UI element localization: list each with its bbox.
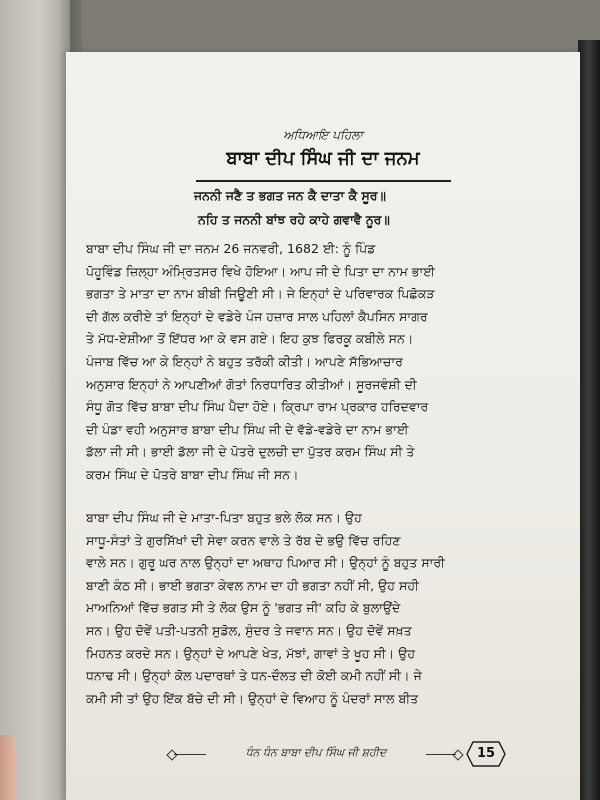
text-line: ਪੋਹੂਵਿੰਡ ਜ਼ਿਲ੍ਹਾ ਅੰਮ੍ਰਿਤਸਰ ਵਿਖੇ ਹੋਇਆ। ਆਪ ਜੀ ਦੇ ਪਿਤਾ ਦਾ ਨਾਮ ਭਾਈ [86, 263, 435, 279]
verse-line-2: ਨਹਿ ਤ ਜਨਨੀ ਬਾਂਝ ਰਹੇ ਕਾਹੇ ਗਵਾਵੈ ਨੂਰ॥ [198, 212, 390, 227]
footer-rule-left [174, 754, 206, 755]
text-line: ਸੰਧੂ ਗੋਤ ਵਿੱਚ ਬਾਬਾ ਦੀਪ ਸਿੰਘ ਪੈਦਾ ਹੋਏ। ਕ੍ਰਿਪਾ ਰਾਮ ਪ੍ਰਕਾਰ ਹਰਿਦਵਾਰ [86, 399, 429, 415]
text-line: ਮਾਅਨਿਆਂ ਵਿੱਚ ਭਗਤ ਸੀ ਤੇ ਲੋਕ ਉਸ ਨੂੰ 'ਭਗਤ ਜੀ' ਕਹਿ ਕੇ ਬੁਲਾਉਂਦੇ [86, 600, 401, 616]
text-line: ਬਾਬਾ ਦੀਪ ਸਿੰਘ ਜੀ ਦੇ ਮਾਤਾ-ਪਿਤਾ ਬਹੁਤ ਭਲੇ ਲੋਕ ਸਨ। ਉਹ [86, 510, 362, 525]
text-line: ਮਿਹਨਤ ਕਰਦੇ ਸਨ। ਉਨ੍ਹਾਂ ਦੇ ਆਪਣੇ ਖੇਤ, ਮੱਝਾਂ, ਗਾਵਾਂ ਤੇ ਖੂਹ ਸੀ। ਉਹ [86, 645, 416, 661]
page-number: 15 [476, 746, 496, 761]
text-line: ਬਾਬਾ ਦੀਪ ਸਿੰਘ ਜੀ ਦਾ ਜਨਮ 26 ਜਨਵਰੀ, 1682 ਈ: ਨੂੰ ਪਿੰਡ [86, 241, 376, 256]
paragraph-2 [86, 507, 562, 710]
book-page [66, 52, 580, 800]
running-footer-title: ਧੰਨ ਧੰਨ ਬਾਬਾ ਦੀਪ ਸਿੰਘ ਜੀ ਸ਼ਹੀਦ [245, 746, 387, 759]
text-line: ਭਗਤਾ ਤੇ ਮਾਤਾ ਦਾ ਨਾਮ ਬੀਬੀ ਜਿਊਣੀ ਸੀ। ਜੇ ਇਨ੍ਹਾਂ ਦੇ ਪਰਿਵਾਰਕ ਪਿਛੋਕੜ [86, 286, 435, 302]
chapter-title: ਬਾਬਾ ਦੀਪ ਸਿੰਘ ਜੀ ਦਾ ਜਨਮ [226, 148, 420, 169]
text-line: ਤੇ ਮੱਧ-ਏਸ਼ੀਆ ਤੋਂ ਇੱਧਰ ਆ ਕੇ ਵਸ ਗਏ। ਇਹ ਕੁਝ ਫਿਰਕੂ ਕਬੀਲੇ ਸਨ। [86, 331, 414, 347]
text-line: ਦੀ ਪੰਡਾ ਵਹੀ ਅਨੁਸਾਰ ਬਾਬਾ ਦੀਪ ਸਿੰਘ ਜੀ ਦੇ ਵੱਡੇ-ਵਡੇਰੇ ਦਾ ਨਾਮ ਭਾਈ [86, 421, 409, 437]
thumb [0, 735, 16, 800]
text-line: ਡੱਲਾ ਜੀ ਸੀ। ਭਾਈ ਡੱਲਾ ਜੀ ਦੇ ਪੋਤਰੇ ਦੁਲਚੀ ਦਾ ਪੁੱਤਰ ਕਰਮ ਸਿੰਘ ਸੀ ਤੇ [86, 444, 415, 460]
text-line: ਸਾਧੂ-ਸੰਤਾਂ ਤੇ ਗੁਰਸਿੱਖਾਂ ਦੀ ਸੇਵਾ ਕਰਨ ਵਾਲੇ ਤੇ ਰੱਬ ਦੇ ਭਉ ਵਿੱਚ ਰਹਿਣ [86, 532, 401, 548]
text-line: ਅਨੁਸਾਰ ਇਨ੍ਹਾਂ ਨੇ ਆਪਣੀਆਂ ਗੋਤਾਂ ਨਿਰਧਾਰਿਤ ਕੀਤੀਆਂ। ਸੂਰਜਵੰਸ਼ੀ ਦੀ [86, 376, 417, 392]
page-number-badge [466, 741, 506, 767]
text-line: ਬਾਣੀ ਕੰਠ ਸੀ। ਭਾਈ ਭਗਤਾ ਕੇਵਲ ਨਾਮ ਦਾ ਹੀ ਭਗਤਾ ਨਹੀਂ ਸੀ, ਉਹ ਸਹੀ [86, 577, 419, 593]
text-line: ਕਮੀ ਸੀ ਤਾਂ ਉਹ ਇੱਕ ਬੱਚੇ ਦੀ ਸੀ। ਉਨ੍ਹਾਂ ਦੇ ਵਿਆਹ ਨੂੰ ਪੰਦਰਾਂ ਸਾਲ ਬੀਤ [86, 690, 419, 706]
footer-ornament-left [166, 749, 177, 760]
text-line: ਕਰਮ ਸਿੰਘ ਦੇ ਪੋਤਰੇ ਬਾਬਾ ਦੀਪ ਸਿੰਘ ਜੀ ਸਨ। [86, 466, 299, 482]
text-line: ਸਨ। ਉਹ ਦੋਵੇਂ ਪਤੀ-ਪਤਨੀ ਸੁਡੋਲ, ਸੁੰਦਰ ਤੇ ਜਵਾਨ ਸਨ। ਉਹ ਦੋਵੇਂ ਸਖ਼ਤ [86, 622, 412, 638]
chapter-label: ਅਧਿਆਇ ਪਹਿਲਾ [283, 128, 363, 142]
text-line: ਵਾਲੇ ਸਨ। ਗੁਰੂ ਘਰ ਨਾਲ ਉਨ੍ਹਾਂ ਦਾ ਅਥਾਹ ਪਿਆਰ ਸੀ। ਉਨ੍ਹਾਂ ਨੂੰ ਬਹੁਤ ਸਾਰੀ [86, 555, 445, 571]
paragraph-1 [86, 238, 562, 487]
text-line: ਪੰਜਾਬ ਵਿੱਚ ਆ ਕੇ ਇਨ੍ਹਾਂ ਨੇ ਬਹੁਤ ਤਰੱਕੀ ਕੀਤੀ। ਆਪਣੇ ਸੱਭਿਆਚਾਰ [86, 353, 403, 369]
footer-ornament-right [452, 749, 463, 760]
text-line: ਧਨਾਢ ਸੀ। ਉਨ੍ਹਾਂ ਕੋਲ ਪਦਾਰਥਾਂ ਤੇ ਧਨ-ਦੌਲਤ ਦੀ ਕੋਈ ਕਮੀ ਨਹੀਂ ਸੀ। ਜੇ [86, 668, 422, 684]
text-line: ਦੀ ਗੱਲ ਕਰੀਏ ਤਾਂ ਇਨ੍ਹਾਂ ਦੇ ਵਡੇਰੇ ਪੰਜ ਹਜ਼ਾਰ ਸਾਲ ਪਹਿਲਾਂ ਕੈਪਸਿਨ ਸਾਗਰ [86, 308, 428, 324]
title-underline [196, 180, 451, 182]
verse-line-1: ਜਨਨੀ ਜਣੈ ਤ ਭਗਤ ਜਨ ਕੈ ਦਾਤਾ ਕੈ ਸੂਰ॥ [194, 188, 386, 203]
book-cover-edge [578, 40, 600, 800]
